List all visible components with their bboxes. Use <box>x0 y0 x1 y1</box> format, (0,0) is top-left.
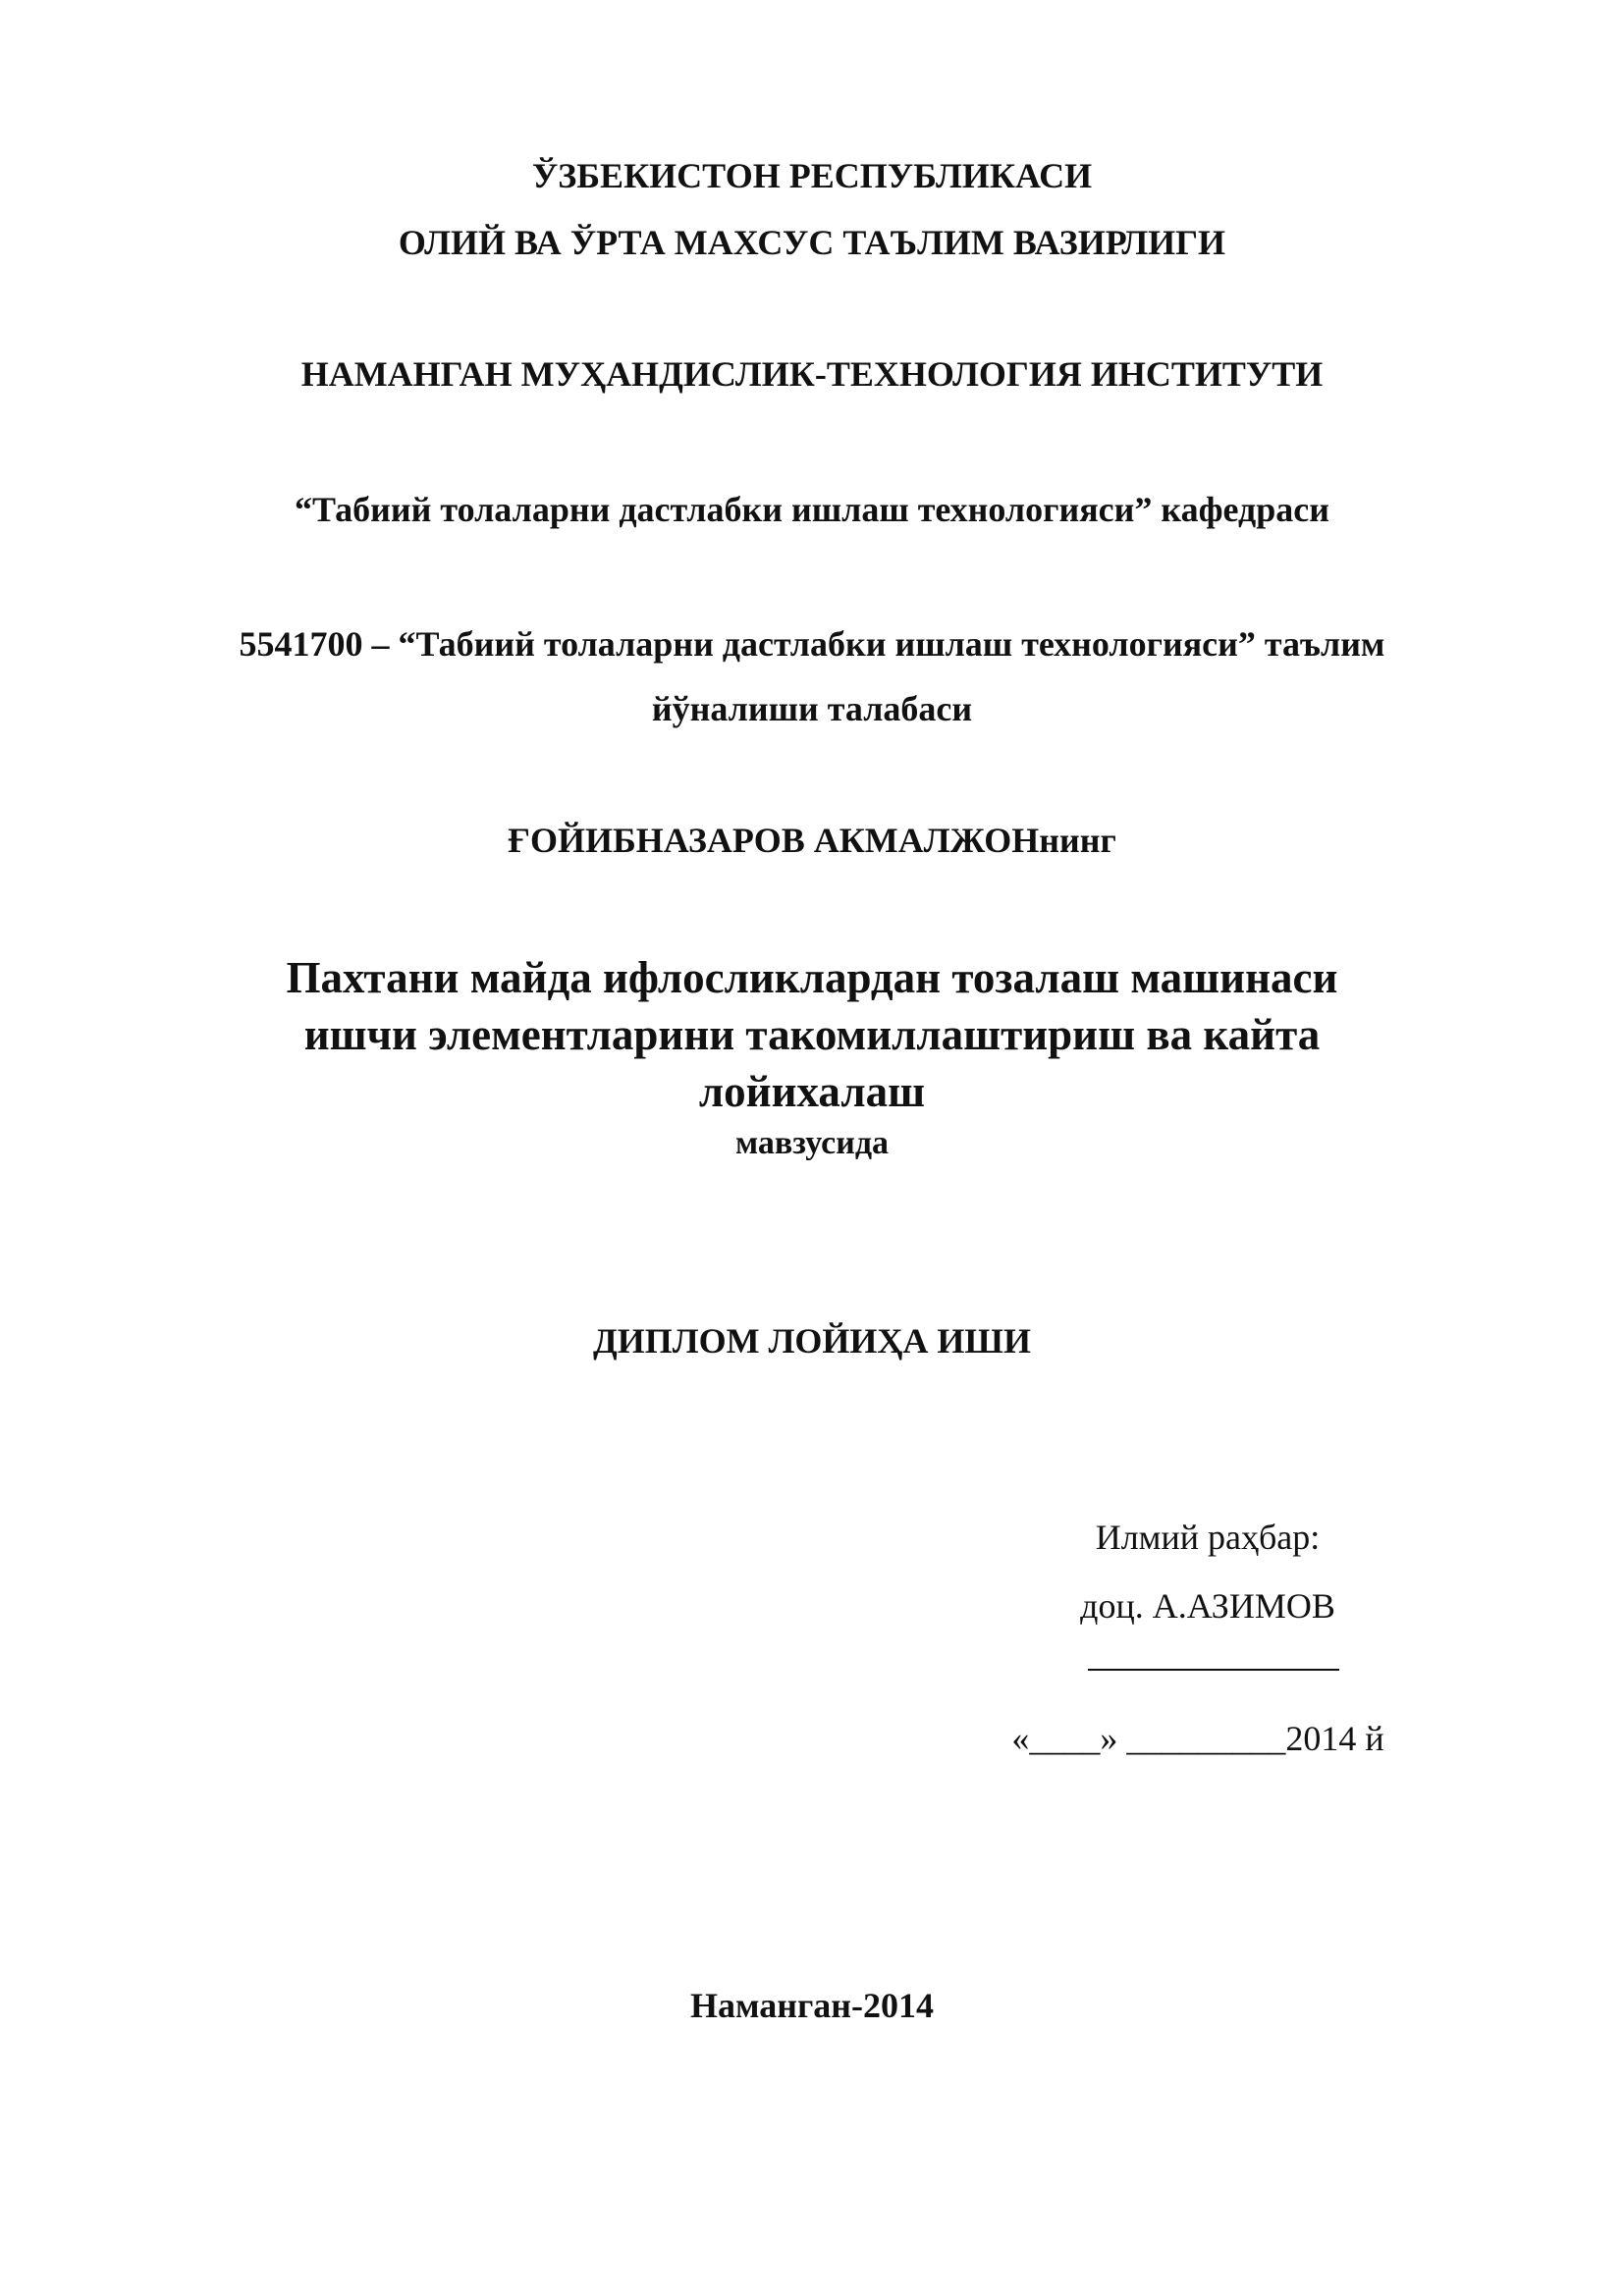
topic-suffix: мавзусида <box>734 1125 890 1161</box>
topic-line-2: ишчи элементларини такомиллаштириш ва кайта <box>303 1010 1321 1059</box>
signature-line <box>1088 1669 1339 1671</box>
work-type-title: ДИПЛОМ ЛОЙИҲА ИШИ <box>593 1321 1031 1361</box>
topic-line-1: Пахтани майда ифлосликлардан тозалаш машинаси <box>286 953 1338 1002</box>
date-line: «____» _________2014 й <box>1011 1719 1384 1758</box>
specialty-line-1: 5541700 – “Табиий толаларни дастлабки ишлаш технологияси” таълим <box>239 624 1385 664</box>
republic-heading: ЎЗБЕКИСТОН РЕСПУБЛИКАСИ <box>531 156 1093 195</box>
supervisor-name: доц. А.АЗИМОВ <box>1080 1586 1335 1626</box>
student-name: ҒОЙИБНАЗАРОВ АКМАЛЖОНнинг <box>508 821 1116 860</box>
ministry-heading: ОЛИЙ ВА ЎРТА МАХСУС ТАЪЛИМ ВАЗИРЛИГИ <box>398 223 1226 262</box>
supervisor-label: Илмий раҳбар: <box>1095 1518 1321 1557</box>
specialty-line-2: йўналиши талабаси <box>651 689 973 728</box>
institute-heading: НАМАНГАН МУҲАНДИСЛИК-ТЕХНОЛОГИЯ ИНСТИТУТИ <box>300 354 1324 394</box>
department-line: “Табиий толаларни дастлабки ишлаш технологияси” кафедраси <box>295 490 1329 529</box>
place-year: Наманган-2014 <box>689 1986 935 2025</box>
topic-line-3: лойихалаш <box>698 1067 926 1116</box>
